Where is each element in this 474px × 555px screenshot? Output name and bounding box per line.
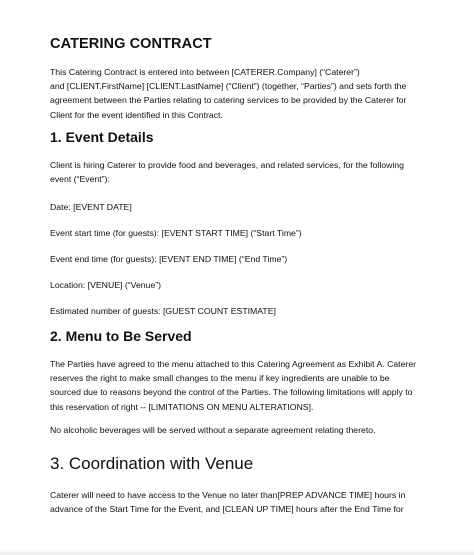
event-location-field: Location: [VENUE] (“Venue”) [50,280,162,290]
document-title: CATERING CONTRACT [50,36,212,52]
section-heading-coordination: 3. Coordination with Venue [50,454,254,473]
guest-count-field: Estimated number of guests: [GUEST COUNT ESTIMATE] [50,306,276,316]
event-date-field: Date: [EVENT DATE] [50,202,132,212]
event-end-time-field: Event end time (for guests): [EVENT END TIME] (“End Time”) [50,254,288,264]
event-start-time-field: Event start time (for guests): [EVENT START TIME] (“Start Time”) [50,228,302,238]
section-heading-menu: 2. Menu to Be Served [50,328,192,344]
section-heading-event-details: 1. Event Details [50,129,154,145]
alcohol-note: No alcoholic beverages will be served without a separate agreement relating thereto. [50,425,376,435]
coordination-paragraph: Caterer will need to have access to the Venue no later than[PREP ADVANCE TIME] hours in advance of the Start Time for the Event, and [CLEAN UP TIME] hours after the End Time for [50,490,406,515]
menu-paragraph: The Parties have agreed to the menu attached to this Catering Agreement as Exhibit A. Caterer reserves the right to make small changes to the menu if key ingredients are unable to be sourced due to reasons beyond the control of the Parties. The following limitations will apply to this reservation of right -- [LIMITATIONS ON MENU ALTERATIONS]. [50,359,417,412]
event-details-intro: Client is hiring Caterer to provide food and beverages, and related services, for the following event (“Event”): [50,160,404,185]
intro-paragraph: This Catering Contract is entered into between [CATERER.Company] (“Caterer”) and [CLIENT.FirstName] [CLIENT.LastName] (“Client”) (together, “Parties”) and sets forth the agreement between the Parties relating to catering services to be provided by the Caterer for Client for the event identified in this Contract. [50,67,407,120]
